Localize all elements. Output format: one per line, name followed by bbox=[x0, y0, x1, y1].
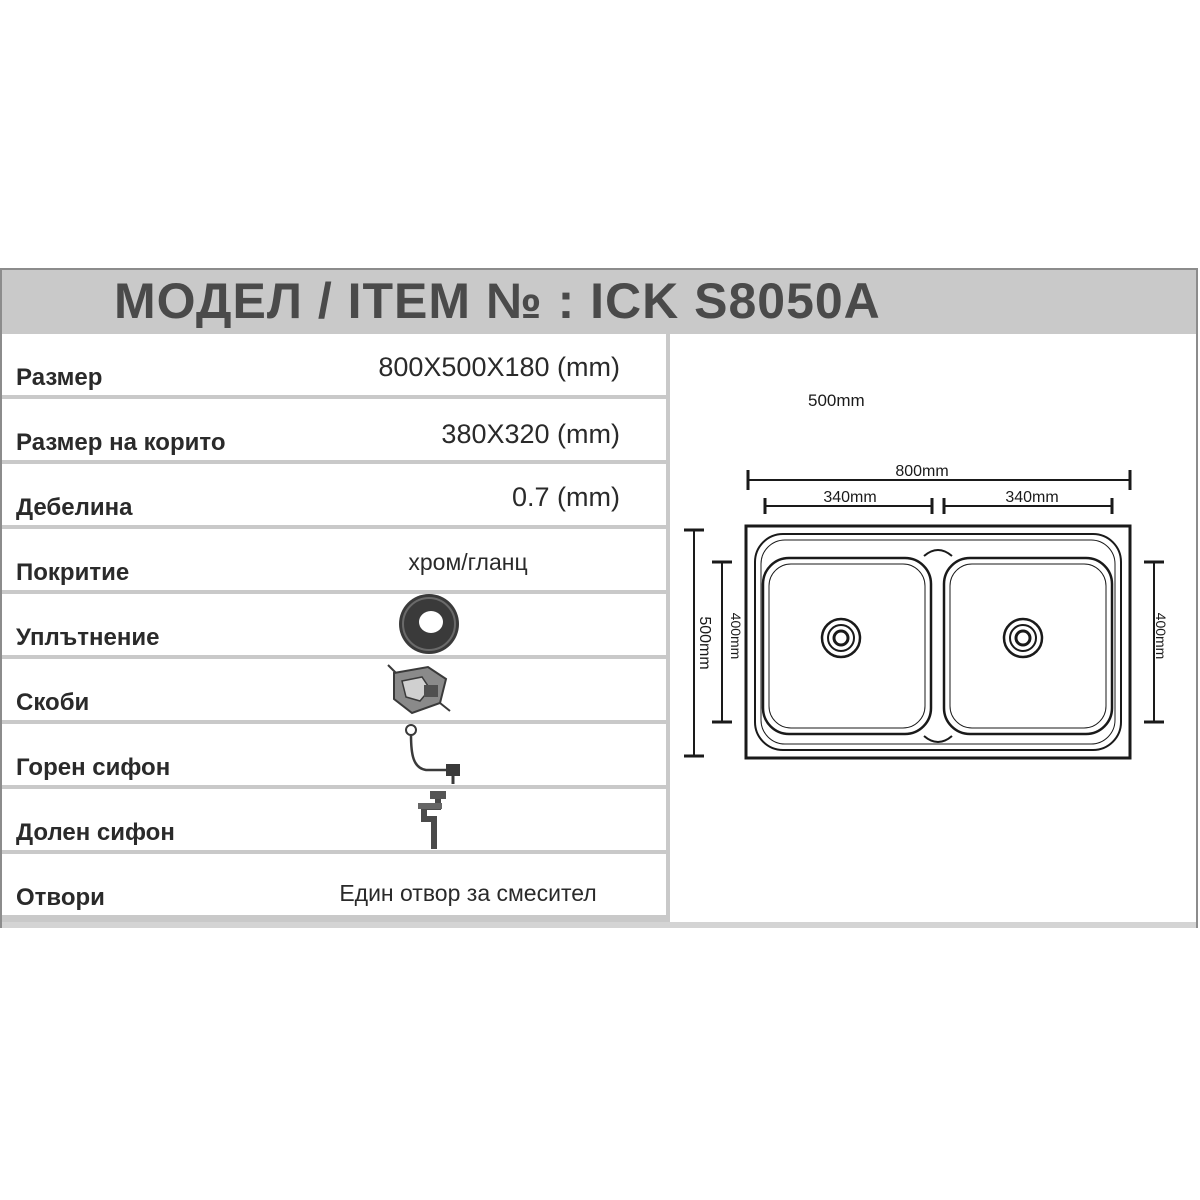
spec-value bbox=[270, 789, 666, 850]
mounting-clips-icon bbox=[270, 659, 666, 720]
spec-row-clips bbox=[2, 659, 666, 720]
spec-label: Долен сифон bbox=[2, 789, 266, 850]
sink-drawing bbox=[670, 334, 1196, 922]
spec-row-lower-siphon bbox=[2, 789, 666, 850]
overall-width-label: 800mm bbox=[895, 463, 949, 480]
bottom-strip bbox=[2, 922, 1196, 928]
spec-table bbox=[2, 334, 666, 922]
spec-value: 800X500X180 (mm) bbox=[270, 334, 666, 395]
spec-row-thickness bbox=[2, 464, 666, 525]
spec-label: Горен сифон bbox=[2, 724, 266, 785]
spec-value bbox=[270, 594, 666, 655]
spec-row-gasket bbox=[2, 594, 666, 655]
top-dimension-label: 500mm bbox=[808, 391, 865, 410]
right-bowl-depth-label: 400mm bbox=[1153, 612, 1169, 660]
spec-value bbox=[270, 659, 666, 720]
spec-label: Скоби bbox=[2, 659, 266, 720]
spec-value bbox=[270, 724, 666, 785]
spec-label: Размер bbox=[2, 334, 266, 395]
lower-siphon-pipe-icon bbox=[270, 789, 666, 850]
spec-row-holes bbox=[2, 854, 666, 915]
left-bowl-width-label: 340mm bbox=[823, 489, 877, 506]
spec-sheet bbox=[0, 268, 1198, 928]
spec-label: Покритие bbox=[2, 529, 266, 590]
spec-label: Дебелина bbox=[2, 464, 266, 525]
spec-row-bowl-size bbox=[2, 399, 666, 460]
sink-dimension-diagram bbox=[670, 334, 1196, 922]
right-bowl-width-label: 340mm bbox=[1005, 489, 1059, 506]
left-bowl bbox=[763, 558, 931, 734]
right-bowl bbox=[944, 558, 1112, 734]
overall-depth-label: 500mm bbox=[696, 616, 713, 670]
spec-value: 0.7 (mm) bbox=[270, 464, 666, 525]
spec-row-coating bbox=[2, 529, 666, 590]
spec-value: Един отвор за смесител bbox=[270, 854, 666, 915]
left-bowl-depth-label: 400mm bbox=[728, 612, 744, 660]
spec-label: Отвори bbox=[2, 854, 266, 915]
model-title: МОДЕЛ / ITEM № : ICK S8050A bbox=[114, 273, 881, 329]
spec-label: Размер на корито bbox=[2, 399, 266, 460]
gasket-ring-icon bbox=[270, 594, 666, 655]
spec-value: 380X320 (mm) bbox=[270, 399, 666, 460]
spec-value: хром/гланц bbox=[270, 529, 666, 590]
spec-row-size bbox=[2, 334, 666, 395]
spec-row-upper-drain bbox=[2, 724, 666, 785]
upper-drain-chain-icon bbox=[270, 724, 666, 785]
spec-label: Уплътнение bbox=[2, 594, 266, 655]
